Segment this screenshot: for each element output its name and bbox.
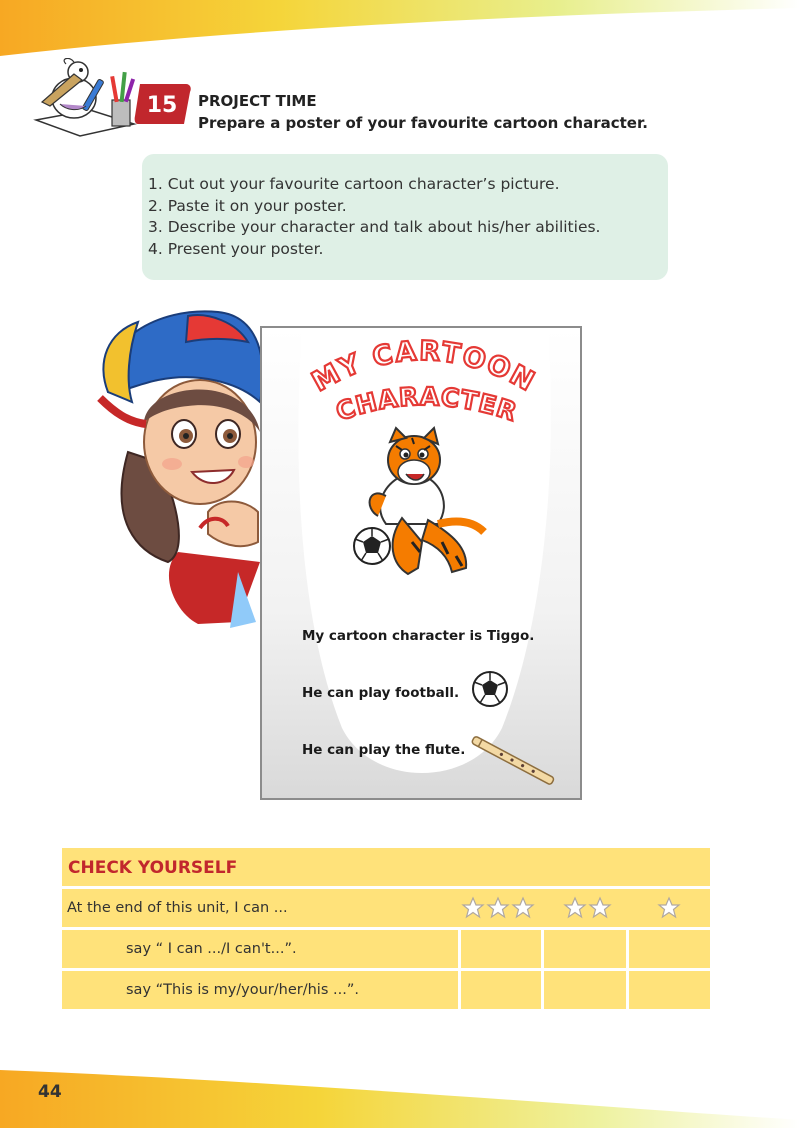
poster-title-line2: CHARACTER [332,381,522,427]
rating-box-3-stars[interactable] [461,971,541,1009]
flute-icon [471,736,554,785]
section-title: PROJECT TIME [198,92,317,110]
football-small-icon [473,672,507,706]
step-item: 3. Describe your character and talk about his/her abilities. [148,218,601,236]
item-label-cell [62,971,458,1009]
football-icon [354,528,390,564]
check-item-1: say “ I can .../I can't...”. [126,941,297,957]
top-decorative-band [0,0,800,60]
poster-title-line1: MY CARTOON [306,335,541,399]
bottom-decorative-band [0,1060,800,1128]
rating-box-1-star[interactable] [629,930,710,968]
poster-sentence-2: He can play football. [302,685,460,701]
poster-background [262,328,582,800]
poster [260,326,582,800]
item-label-cell [62,930,458,968]
one-star-icon [656,896,684,920]
three-stars-icon [460,896,540,920]
check-item-2: say “This is my/your/her/his ...”. [126,982,359,998]
check-yourself-title: CHECK YOURSELF [68,858,238,878]
check-yourself-intro-row [62,889,710,927]
section-instruction: Prepare a poster of your favourite cartoon character. [198,114,648,132]
step-item: 2. Paste it on your poster. [148,196,347,215]
steps-list [148,174,600,260]
rating-box-3-stars[interactable] [461,930,541,968]
step-item: 4. Present your poster. [148,239,324,258]
poster-sentence-1: My cartoon character is Tiggo. [302,628,535,644]
page-number: 44 [38,1082,62,1102]
rating-box-2-stars[interactable] [544,930,626,968]
step-item: 1. Cut out your favourite cartoon character’s picture. [148,175,560,193]
pelican-mascot-icon [30,58,150,138]
rating-box-2-stars[interactable] [544,971,626,1009]
section-number: 15 [146,93,178,118]
rating-box-1-star[interactable] [629,971,710,1009]
check-yourself-header [62,848,710,886]
check-yourself-intro: At the end of this unit, I can ... [67,900,288,916]
girl-illustration [88,302,268,632]
poster-sentence-3: He can play the flute. [302,742,466,758]
two-stars-icon [562,896,618,920]
